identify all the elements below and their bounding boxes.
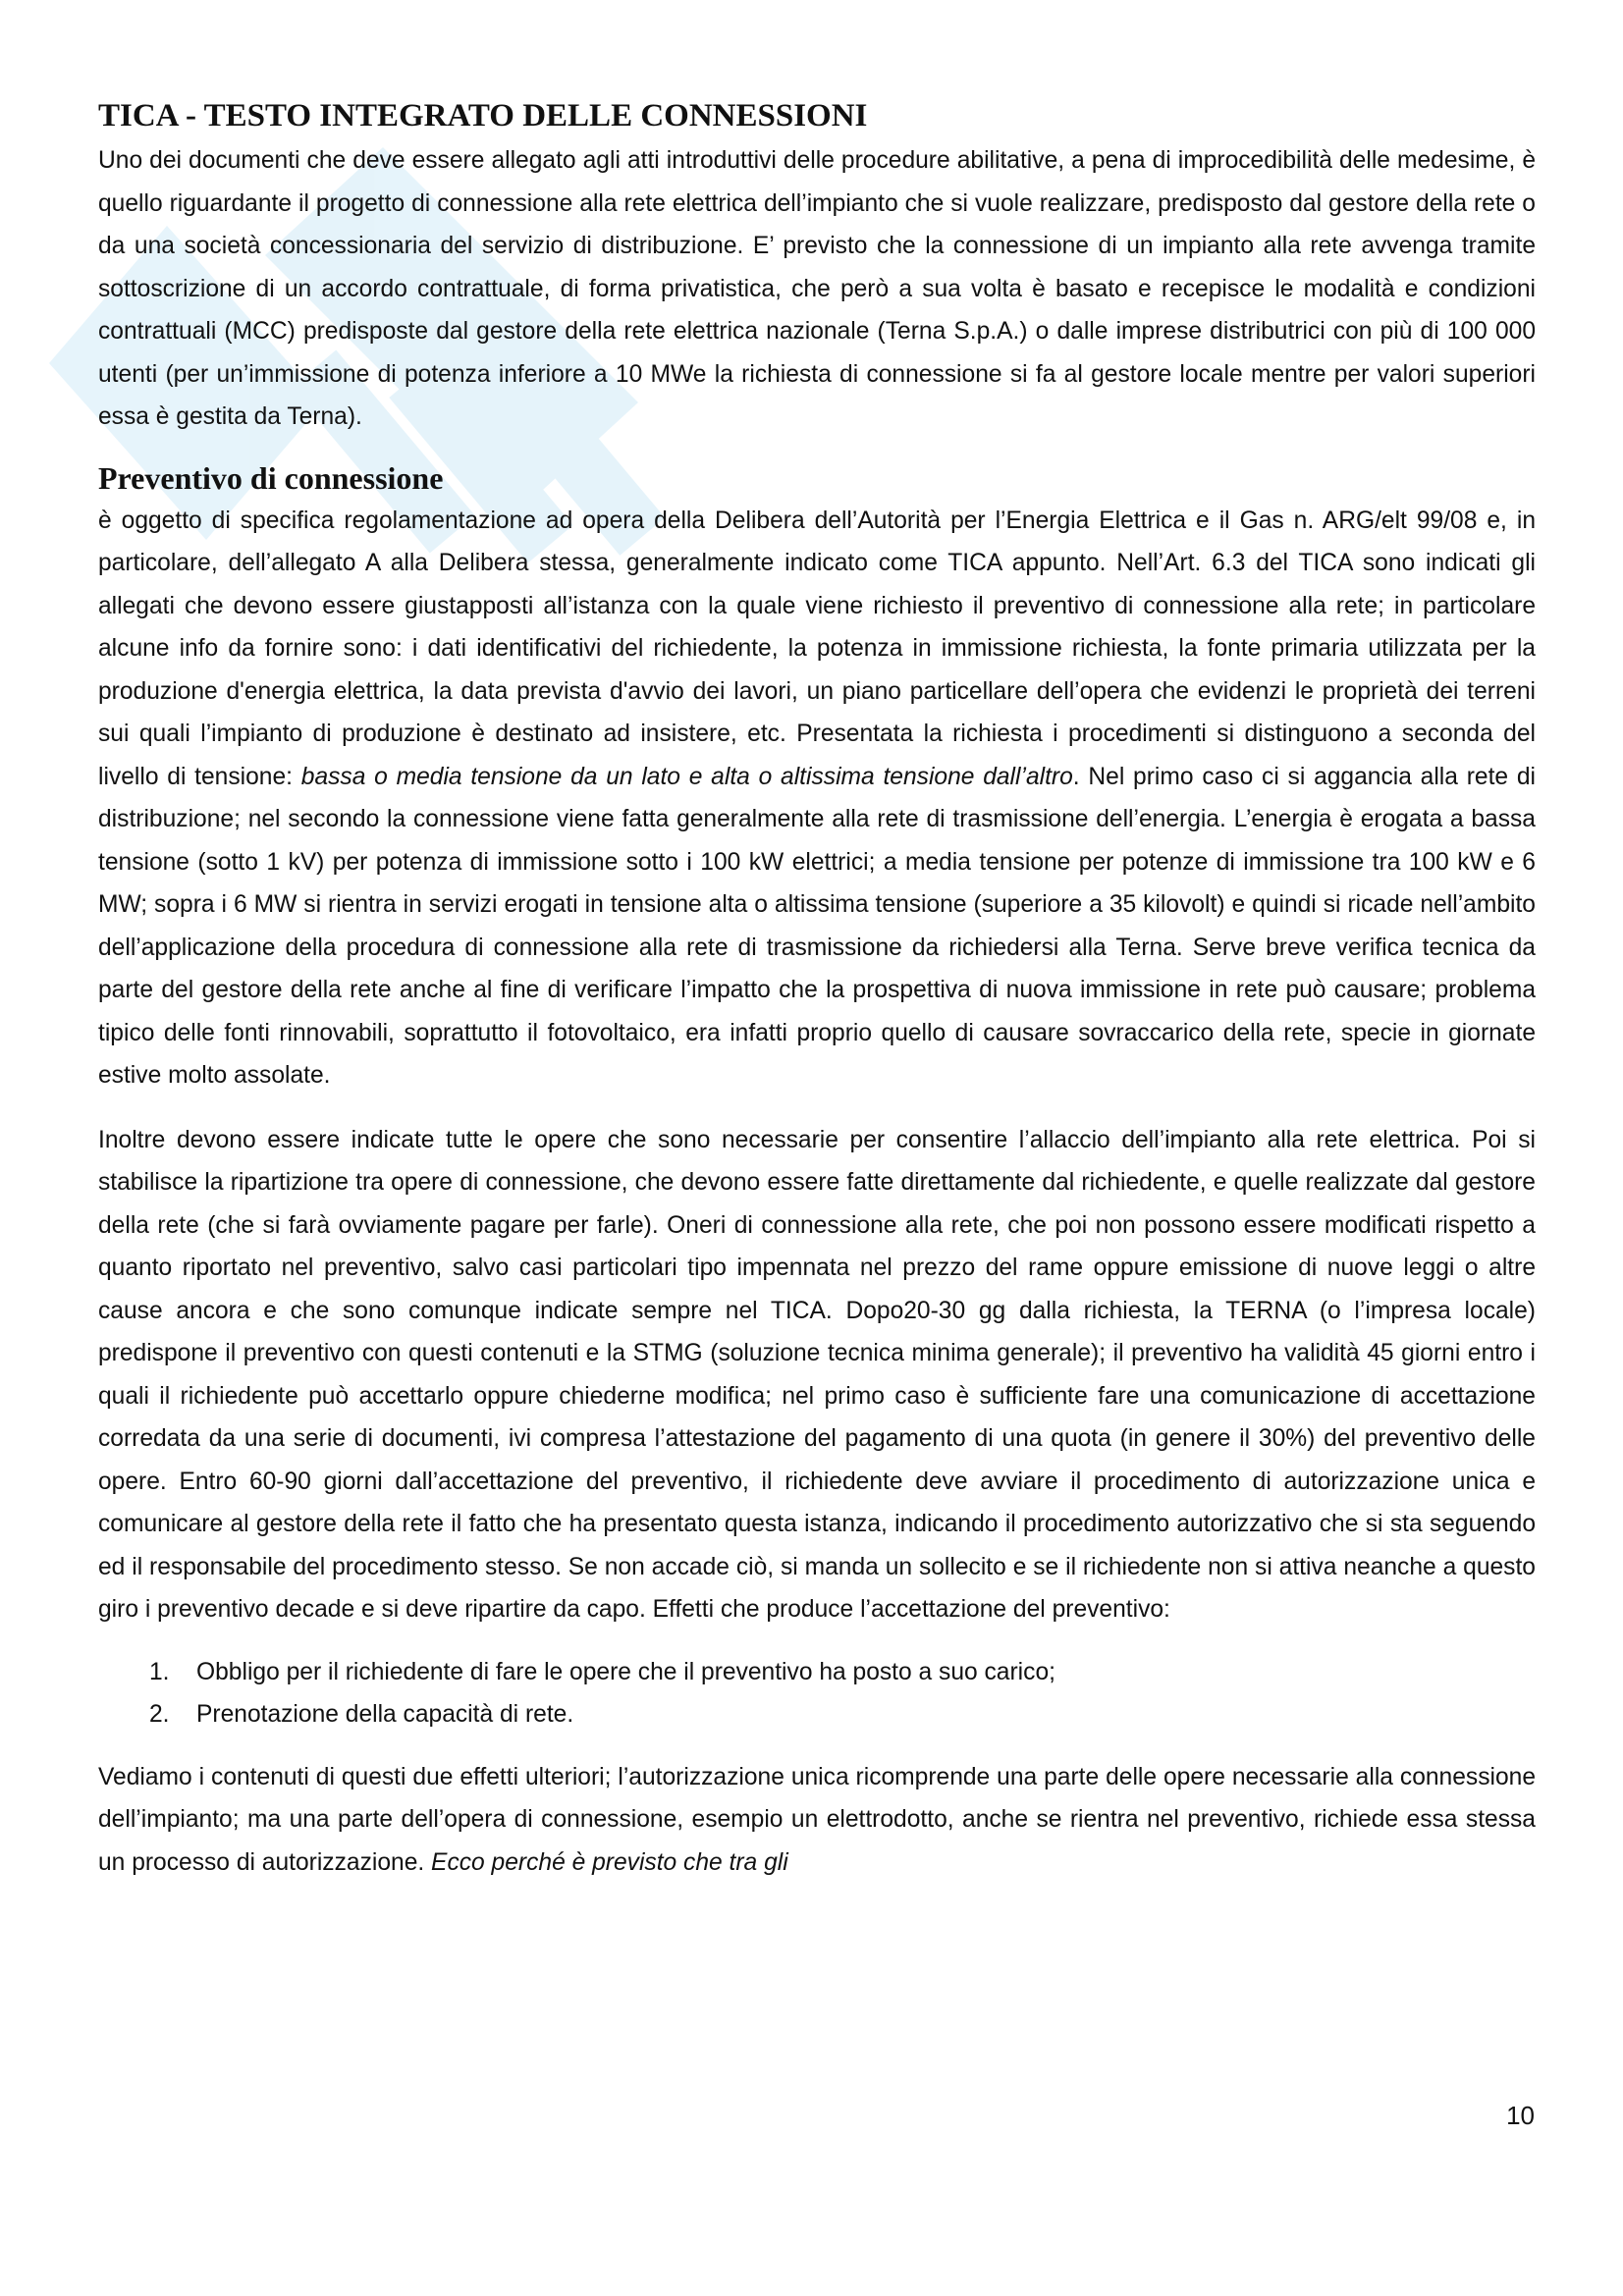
paragraph-effetti-italic: Ecco perché è previsto che tra gli: [431, 1848, 788, 1876]
document-body: [98, 94, 1536, 1884]
paragraph-intro: Uno dei documenti che deve essere allegato agli atti introduttivi delle procedure abilitative, a pena di improcedibilità delle medesime, è quello riguardante il progetto di connessione alla rete elettrica dell’impianto che si vuole realizzare, predisposto dal gestore della rete o da una società concessionaria del servizio di distribuzione. E’ previsto che la connessione di un impianto alla rete avvenga tramite sottoscrizione di un accordo contrattuale, di forma privatistica, che però a sua volta è basato e recepisce le modalità e condizioni contrattuali (MCC) predisposte dal gestore della rete elettrica nazionale (Terna S.p.A.) o dalle imprese distributrici con più di 100 000 utenti (per un’immissione di potenza inferiore a 10 MWe la richiesta di connessione si fa al gestore locale mentre per valori superiori essa è gestita da Terna).: [98, 147, 1536, 430]
paragraph-preventivo-text-b: . Nel primo caso ci si aggancia alla rete di distribuzione; nel secondo la connessione viene fatta generalmente alla rete di trasmissione dell’energia. L’energia è erogata a bassa tensione (sotto 1 kV) per potenza di immissione sotto i 100 kW elettrici; a media tensione per potenze di immissione tra 100 kW e 6 MW; sopra i 6 MW si rientra in servizi erogati in tensione alta o altissima tensione (superiore a 35 kilovolt) e quindi si ricade nell’ambito dell’applicazione della procedura di connessione alla rete di trasmissione da richiedersi alla Terna. Serve breve verifica tecnica da parte del gestore della rete anche al fine di verificare l’impatto che la prospettiva di nuova immissione in rete può causare; problema tipico delle fonti rinnovabili, soprattutto il fotovoltaico, era infatti proprio quello di causare sovraccarico della rete, specie in giornate estive molto assolate.: [98, 763, 1536, 1089]
paragraph-preventivo-italic: bassa o media tensione da un lato e alta o altissima tensione dall’altro: [300, 763, 1073, 790]
list-item-text: Obbligo per il richiedente di fare le opere che il preventivo ha posto a suo carico;: [196, 1658, 1055, 1685]
effects-list: [98, 1651, 1536, 1736]
paragraph-preventivo: [98, 500, 1536, 1097]
list-item-text: Prenotazione della capacità di rete.: [196, 1701, 574, 1728]
list-item-number: 2.: [149, 1701, 170, 1728]
paragraph-effetti: [98, 1756, 1536, 1885]
paragraph-effetti-text: Vediamo i contenuti di questi due effetti ulteriori; l’autorizzazione unica ricomprende una parte delle opere necessarie alla connessione dell’impianto; ma una parte dell’opera di connessione, esempio un elettrodotto, anche se rientra nel preventivo, richiede essa stessa un processo di autorizzazione.: [98, 1763, 1536, 1876]
section-heading-tica: TICA - TESTO INTEGRATO DELLE CONNESSIONI: [98, 98, 868, 133]
list-item: [98, 1693, 1536, 1736]
list-item-number: 1.: [149, 1658, 170, 1685]
page-number: 10: [1506, 2101, 1535, 2130]
paragraph-opere: Inoltre devono essere indicate tutte le opere che sono necessarie per consentire l’allaccio dell’impianto alla rete elettrica. Poi si stabilisce la ripartizione tra opere di connessione, che devono essere fatte direttamente dal richiedente, e quelle realizzate dal gestore della rete (che si farà ovviamente pagare per farle). Oneri di connessione alla rete, che poi non possono essere modificati rispetto a quanto riportato nel preventivo, salvo casi particolari tipo impennata nel prezzo del rame oppure emissione di nuove leggi o altre cause ancora e che sono comunque indicate sempre nel TICA. Dopo20-30 gg dalla richiesta, la TERNA (o l’impresa locale) predispone il preventivo con questi contenuti e la STMG (soluzione tecnica minima generale); il preventivo ha validità 45 giorni entro i quali il richiedente può accettarlo oppure chiederne modifica; nel primo caso è sufficiente fare una comunicazione di accettazione corredata da una serie di documenti, ivi compresa l’attestazione del pagamento di una quota (in genere il 30%) del preventivo delle opere. Entro 60-90 giorni dall’accettazione del preventivo, il richiedente deve avviare il procedimento di autorizzazione unica e comunicare al gestore della rete il fatto che ha presentato questa istanza, indicando il procedimento autorizzativo che si sta seguendo ed il responsabile del procedimento stesso. Se non accade ciò, si manda un sollecito e se il richiedente non si attiva neanche a questo giro i preventivo decade e si deve ripartire da capo. Effetti che produce l’accettazione del preventivo:: [98, 1126, 1536, 1623]
section-heading-preventivo: Preventivo di connessione: [98, 459, 444, 496]
paragraph-preventivo-text-a: è oggetto di specifica regolamentazione ad opera della Delibera dell’Autorità per l’Energia Elettrica e il Gas n. ARG/elt 99/08 e, in particolare, dell’allegato A alla Delibera stessa, generalmente indicato come TICA appunto. Nell’Art. 6.3 del TICA sono indicati gli allegati che devono essere giustapposti all’istanza con la quale viene richiesto il preventivo di connessione alla rete; in particolare alcune info da fornire sono: i dati identificativi del richiedente, la potenza in immissione richiesta, la fonte primaria utilizzata per la produzione d'energia elettrica, la data prevista d'avvio dei lavori, un piano particellare dell’opera che evidenzi le proprietà dei terreni sui quali l’impianto di produzione è destinato ad insistere, etc. Presentata la richiesta i procedimenti si distinguono a seconda del livello di tensione:: [98, 507, 1536, 790]
list-item: [98, 1651, 1536, 1694]
